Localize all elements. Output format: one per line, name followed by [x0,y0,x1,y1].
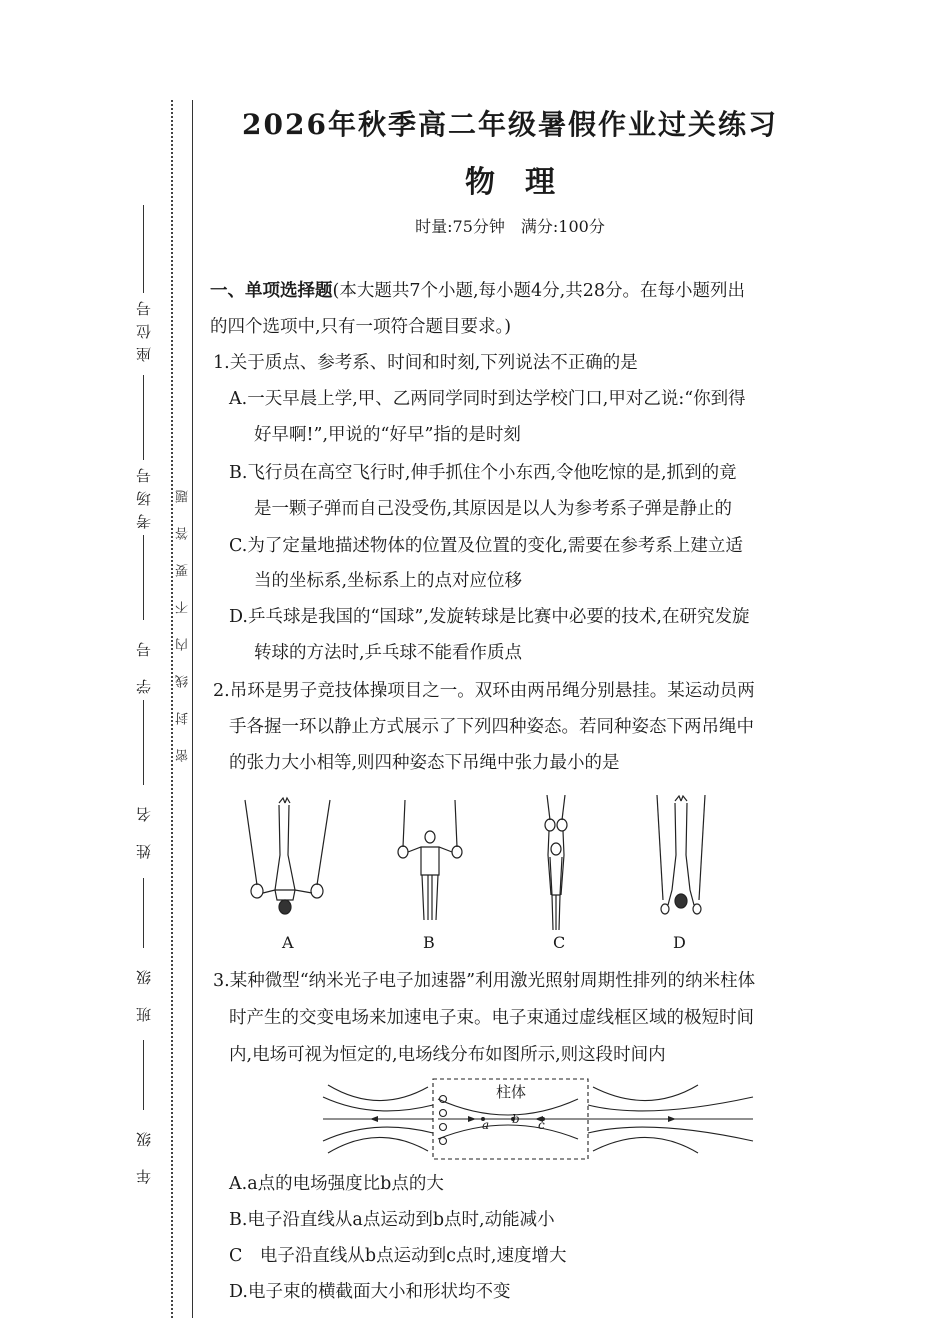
pillar-label: 柱体 [496,1083,527,1101]
q1-stem: 1.关于质点、参考系、时间和时刻,下列说法不正确的是 [213,353,638,373]
subject-title: 物理 [465,165,585,200]
seal-char: 答 [175,527,191,540]
section-heading-line [210,279,745,303]
class-blank[interactable] [143,878,144,948]
seal-char: 不 [175,601,191,614]
class-label: 班级 [134,948,153,1022]
seal-char: 题 [175,490,191,503]
exam-room-blank[interactable] [143,375,144,460]
student-no-label: 学号 [134,620,153,694]
q3-stem-2: 时产生的交变电场来加速电子束。电子束通过虚线框区域的极短时间 [229,1008,754,1028]
q1-option-b[interactable]: B.飞行员在高空飞行时,伸手抓住个小东西,令他吃惊的是,抓到的竟 [229,463,737,483]
q1-option-d-cont: 转球的方法时,乒乓球不能看作质点 [254,643,523,663]
q2-stem-1: 2.吊环是男子竞技体操项目之一。双环由两吊绳分别悬挂。某运动员两 [213,681,755,701]
seat-field[interactable] [118,205,168,362]
exam-room-label: 考场号 [134,460,153,529]
seal-notice [172,490,194,762]
student-no-field[interactable] [118,535,168,694]
q1-option-d[interactable]: D.乒乓球是我国的“国球”,发旋转球是比赛中必要的技术,在研究发旋 [229,607,750,627]
grade-field[interactable] [118,1040,168,1184]
q1-option-a-cont: 好早啊!”,甲说的“好早”指的是时刻 [254,425,521,445]
q3-option-a[interactable]: A.a点的电场强度比b点的大 [229,1174,444,1194]
point-b-label: b [512,1112,520,1126]
q1-option-a[interactable]: A.一天早晨上学,甲、乙两同学同时到达学校门口,甲对乙说:“你到得 [229,389,746,409]
point-a-label: a [482,1118,490,1132]
q1-option-c-cont: 当的坐标系,坐标系上的点对应位移 [254,571,523,591]
name-label: 姓名 [134,785,153,859]
name-blank[interactable] [143,700,144,785]
posture-a-label[interactable]: A [282,933,294,952]
seal-char: 线 [175,675,191,688]
name-field[interactable] [118,700,168,859]
section-heading: 一、单项选择题 [210,281,333,301]
q1-option-c[interactable]: C.为了定量地描述物体的位置及位置的变化,需要在参考系上建立适 [229,536,743,556]
posture-c-label[interactable]: C [553,933,566,952]
seal-char: 密 [175,749,191,762]
seal-char: 要 [175,564,191,577]
posture-d-figure [657,795,705,914]
rings-postures-figure [235,795,715,930]
exam-title: 2026年秋季高二年级暑假作业过关练习 [242,108,778,141]
grade-label: 年级 [134,1110,153,1184]
q3-option-d[interactable]: D.电子束的横截面大小和形状均不变 [229,1282,511,1302]
q2-stem-3: 的张力大小相等,则四种姿态下吊绳中张力最小的是 [229,753,620,773]
posture-b-label[interactable]: B [423,933,435,952]
q3-stem-3: 内,电场可视为恒定的,电场线分布如图所示,则这段时间内 [229,1045,666,1065]
q1-option-b-cont: 是一颗子弹而自己没受伤,其原因是以人为参考系子弹是静止的 [254,499,733,519]
student-no-blank[interactable] [143,535,144,620]
q3-stem-1: 3.某种微型“纳米光子电子加速器”利用激光照射周期性排列的纳米柱体 [213,971,756,991]
posture-d-label[interactable]: D [673,933,686,952]
point-c-label: c [538,1118,545,1132]
seal-char: 内 [175,638,191,651]
posture-c-figure [545,795,567,930]
seal-char: 封 [175,712,191,725]
class-field[interactable] [118,878,168,1022]
q3-option-c[interactable]: C 电子沿直线从b点运动到c点时,速度增大 [229,1246,567,1266]
time-info: 时量:75分钟 满分:100分 [415,217,605,236]
q2-stem-2: 手各握一环以静止方式展示了下列四种姿态。若同种姿态下两吊绳中 [229,717,754,737]
grade-blank[interactable] [143,1040,144,1110]
seat-label: 座位号 [134,293,153,362]
exam-room-field[interactable] [118,375,168,529]
posture-a-figure [245,798,330,914]
seat-blank[interactable] [143,205,144,293]
section-instruction-2: 的四个选项中,只有一项符合题目要求。) [210,317,512,337]
q3-option-b[interactable]: B.电子沿直线从a点运动到b点时,动能减小 [229,1210,555,1230]
posture-b-figure [398,800,462,920]
section-instruction: (本大题共7个小题,每小题4分,共28分。在每小题列出 [332,281,745,301]
